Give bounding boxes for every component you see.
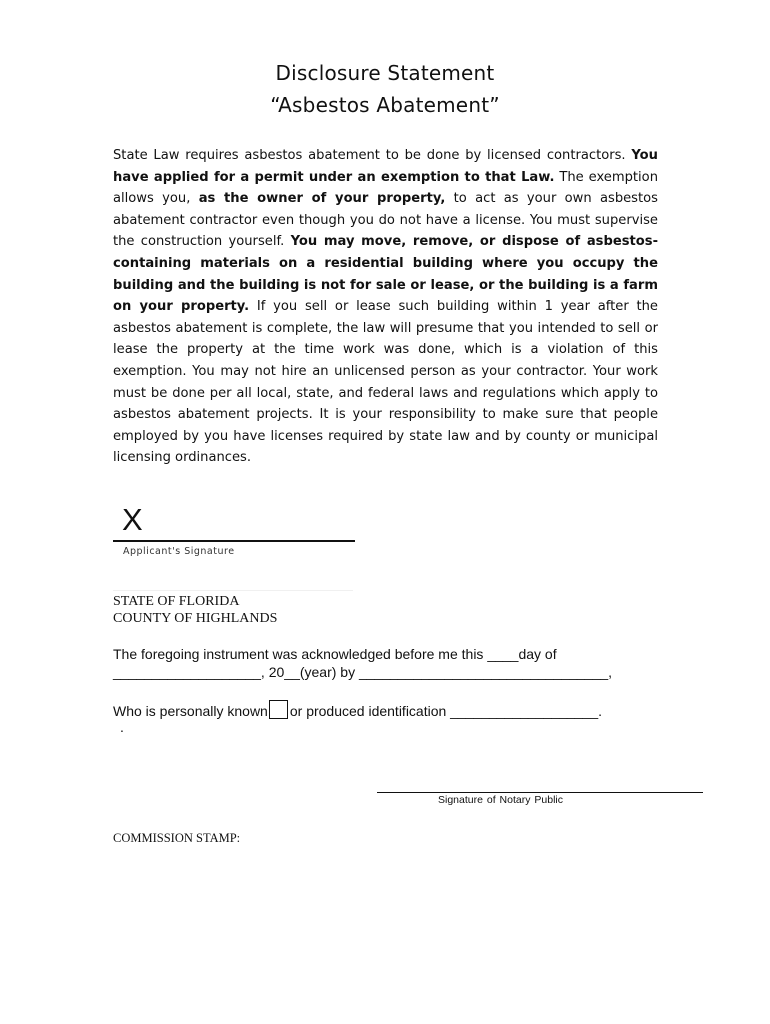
notary-signature-label: Signature of Notary Public [438, 794, 563, 806]
county-heading: COUNTY OF HIGHLANDS [113, 611, 278, 626]
body-sentence-2-bold: You have applied for a permit under an exemption to that Law. [113, 148, 658, 185]
stray-dot: . [120, 719, 124, 735]
commission-stamp-label: COMMISSION STAMP: [113, 831, 241, 845]
applicant-signature-label: Applicant's Signature [123, 546, 235, 557]
personally-known-label: Who is personally known [113, 702, 268, 719]
body-sentence-3: The exemption allows you, [113, 169, 658, 207]
document-title: Disclosure Statement [275, 61, 495, 85]
acknowledgement-line-1[interactable]: The foregoing instrument was acknowledged before me this ____day of [113, 646, 557, 662]
personally-known-checkbox[interactable] [269, 700, 288, 719]
body-sentence-6: If you sell or lease such building within 1 year after the asbestos abatement is complete, the law will presume that you intended to sell or lease the property at the time work was done, which is a violation of this exemption. You may not hire an unlicensed person as your contractor. Your work must be done per all local, state, and federal laws and regulations which apply to asbestos abatement projects. It is your responsibility to make sure that people employed by you have licenses required by state law and by county or municipal licensing ordinances. [113, 299, 658, 466]
body-sentence-4: to act as your own asbestos abatement contractor even though you do not have a license. You must supervise the construction yourself. [113, 191, 658, 250]
document-subtitle: “Asbestos Abatement” [270, 93, 500, 117]
disclosure-paragraph [113, 145, 658, 469]
body-sentence-1: State Law requires asbestos abatement to be done by licensed contractors. [113, 148, 626, 163]
acknowledgement-line-2[interactable]: ___________________, 20__(year) by ________________________________, [113, 664, 613, 680]
identification-line [113, 701, 602, 720]
notary-signature-line[interactable] [377, 792, 703, 793]
state-heading: STATE OF FLORIDA [113, 594, 240, 609]
produced-identification-field[interactable]: or produced identification ___________________. [289, 702, 603, 719]
signature-x-mark: X [122, 502, 143, 537]
body-sentence-3-bold: as the owner of your property, [198, 191, 446, 207]
applicant-signature-line[interactable] [113, 540, 355, 542]
divider [113, 590, 353, 591]
body-sentence-5-bold: You may move, remove, or dispose of asbestos-containing materials on a residential building where you occupy the building and the building is not for sale or lease, or the building is a farm on your property. [113, 234, 658, 315]
